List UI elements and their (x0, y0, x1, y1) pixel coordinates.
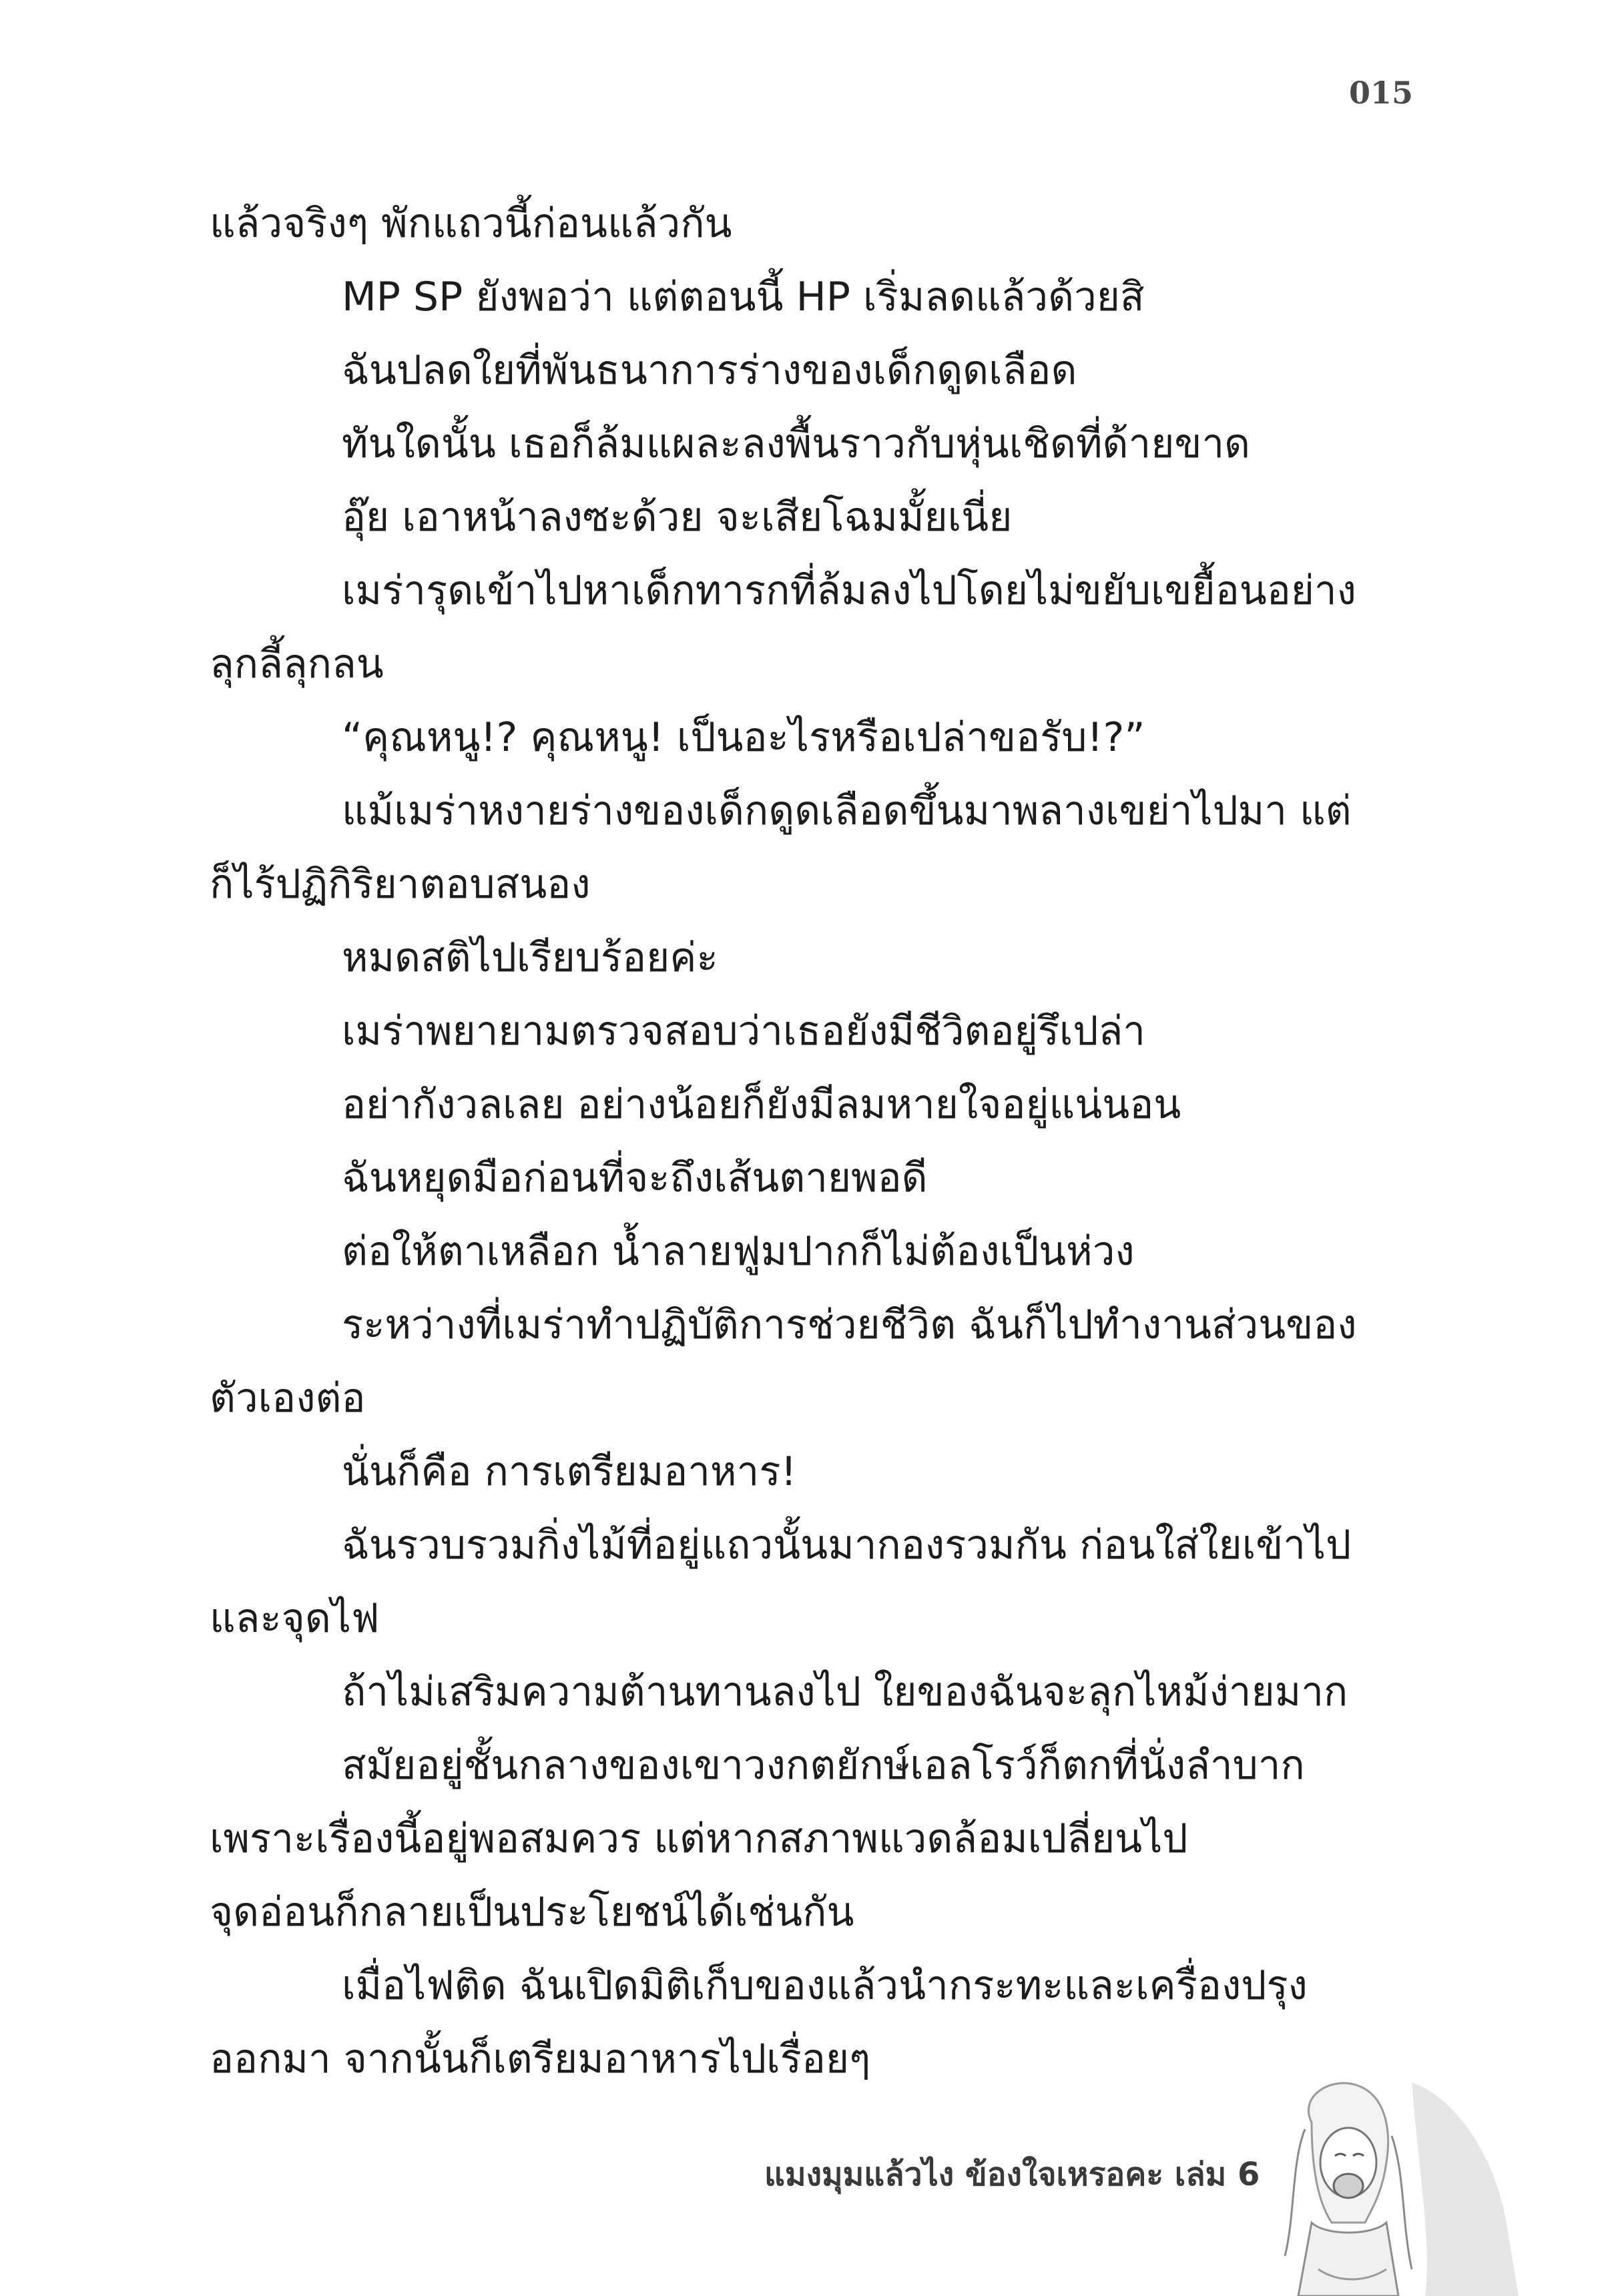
text-line: จุดอ่อนก็กลายเป็นประโยชน์ได้เช่นกัน (210, 1889, 854, 1936)
page-number: 015 (1348, 75, 1413, 111)
text-line: แม้เมร่าหงายร่างของเด็กดูดเลือดขึ้นมาพลางเขย่าไปมา แต่ (342, 788, 1352, 834)
text-line: นั่นก็คือ การเตรียมอาหาร! (342, 1448, 797, 1495)
text-line: เมร่ารุดเข้าไปหาเด็กทารกที่ล้มลงไปโดยไม่ขยับเขยื้อนอย่าง (342, 567, 1356, 614)
text-line: แล้วจริงๆ พักแถวนี้ก่อนแล้วกัน (210, 200, 732, 247)
footer-title: แมงมุมแล้วไง ข้องใจเหรอคะ เล่ม 6 (764, 2156, 1260, 2193)
text-line: MP SP ยังพอว่า แต่ตอนนี้ HP เริ่มลดแล้วด้วยสิ (342, 274, 1145, 320)
text-line: เมื่อไฟติด ฉันเปิดมิติเก็บของแล้วนำกระทะและเครื่องปรุง (342, 1962, 1308, 2009)
text-line: ฉันรวบรวมกิ่งไม้ที่อยู่แถวนั้นมากองรวมกัน ก่อนใส่ใยเข้าไป (342, 1522, 1352, 1568)
text-line: ถ้าไม่เสริมความต้านทานลงไป ใยของฉันจะลุกไหม้ง่ายมาก (342, 1669, 1348, 1715)
text-line: และจุดไฟ (210, 1595, 380, 1642)
text-line: ฉันหยุดมือก่อนที่จะถึงเส้นตายพอดี (342, 1155, 928, 1201)
text-line: เมร่าพยายามตรวจสอบว่าเธอยังมีชีวิตอยู่รึเปล่า (342, 1008, 1145, 1055)
text-line: ตัวเองต่อ (210, 1375, 366, 1422)
text-line: หมดสติไปเรียบร้อยค่ะ (342, 934, 718, 981)
text-line: เพราะเรื่องนี้อยู่พอสมควร แต่หากสภาพแวดล้อมเปลี่ยนไป (210, 1815, 1188, 1862)
body-text (210, 187, 1415, 2096)
text-line: ต่อให้ตาเหลือก น้ำลายฟูมปากก็ไม่ต้องเป็นห่วง (342, 1228, 1135, 1275)
text-line: อุ๊ย เอาหน้าลงซะด้วย จะเสียโฉมมั้ยเนี่ย (342, 494, 1013, 541)
text-line: ระหว่างที่เมร่าทำปฏิบัติการช่วยชีวิต ฉันก็ไปทำงานส่วนของ (342, 1302, 1357, 1348)
text-line: ออกมา จากนั้นก็เตรียมอาหารไปเรื่อยๆ (210, 2036, 871, 2082)
text-line: “คุณหนู!? คุณหนู! เป็นอะไรหรือเปล่าขอรับ!?” (342, 714, 1145, 761)
text-line: อย่ากังวลเลย อย่างน้อยก็ยังมีลมหายใจอยู่แน่นอน (342, 1081, 1181, 1128)
text-line: สมัยอยู่ชั้นกลางของเขาวงกตยักษ์เอลโรว์ก็ตกที่นั่งลำบาก (342, 1742, 1305, 1789)
text-line: ลุกลี้ลุกลน (210, 641, 384, 687)
text-line: ทันใดนั้น เธอก็ล้มแผละลงพื้นราวกับหุ่นเชิดที่ด้ายขาด (342, 420, 1251, 467)
text-line: ก็ไร้ปฏิกิริยาตอบสนอง (210, 861, 591, 908)
text-line: ฉันปลดใยที่พันธนาการร่างของเด็กดูดเลือด (342, 347, 1077, 394)
